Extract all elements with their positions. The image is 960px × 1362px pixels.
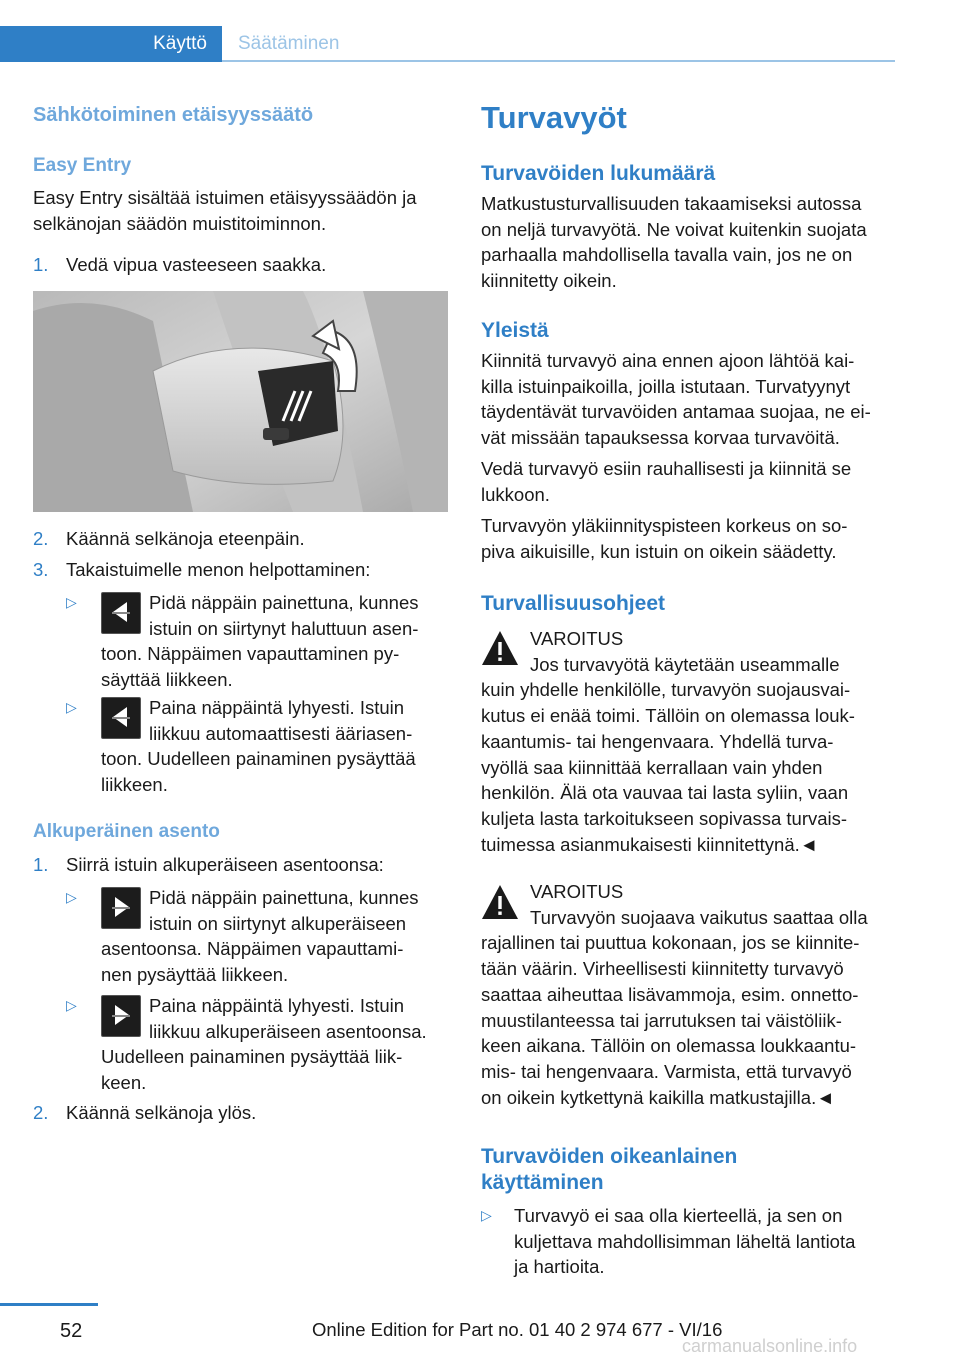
bullet-line: Turvavyö ei saa olla kierteellä, ja sen on (514, 1205, 843, 1226)
warning-2 (481, 879, 901, 1110)
bullet-line: Uudelleen painaminen pysäyttää liik- (101, 1046, 403, 1068)
text-line: keen aikana. Tällöin on olemassa loukkaantu- (481, 1035, 857, 1057)
step-text: Siirrä istuin alkuperäiseen asentoonsa: (66, 854, 384, 875)
section-title-etaisyyssaato: Sähkötoiminen etäisyyssäätö (33, 104, 314, 126)
header-divider (222, 60, 895, 62)
seat-lever-photo (33, 291, 448, 512)
bullet-line: keen. (101, 1072, 147, 1094)
bullet-line: toon. Uudelleen painaminen pysäyttää (101, 748, 416, 770)
seat-forward-button-icon (101, 887, 141, 929)
footer-divider (0, 1303, 98, 1306)
tab-saataminen-label: Säätäminen (238, 33, 340, 54)
paragraph-yleista-3 (481, 513, 901, 564)
text-line: rajallinen tai puuttua kokonaan, jos se kiinnite- (481, 932, 860, 954)
step-text: Vedä vipua vasteeseen saakka. (66, 254, 327, 275)
subsection-title-easy-entry: Easy Entry (33, 155, 132, 176)
bullet-usage (481, 1203, 901, 1283)
step-number: 1. (33, 854, 49, 875)
seat-forward-button-icon (101, 995, 141, 1037)
text-line: Turvavyön yläkiinnityspisteen korkeus on so- (481, 515, 848, 536)
text-line: kuin yhdelle henkilölle, turvavyön suojausvai- (481, 679, 851, 701)
section-title-oikeanlainen-kaytto (481, 1144, 737, 1195)
text-line: kaantumis- tai hengenvaara. Yhdellä turva- (481, 730, 834, 752)
step-number: 3. (33, 559, 49, 580)
step-number: 1. (33, 254, 49, 275)
step-2 (33, 526, 448, 552)
bullet-press-button-back (33, 695, 453, 805)
text-line: vät missään tapauksessa korvaa turvavöitä. (481, 427, 840, 449)
text-line: tuimessa asianmukaisesti kiinnitettynä.◄ (481, 833, 819, 855)
text-line: Matkustusturvallisuuden takaamiseksi autossa (481, 193, 862, 214)
page-title-turvavyot: Turvavyöt (481, 100, 627, 135)
bullet-line: istuin on siirtynyt alkuperäiseen (149, 912, 407, 934)
watermark-text: carmanualsonline.info (682, 1336, 858, 1356)
orig-step-2 (33, 1100, 448, 1126)
bullet-line: asentoonsa. Näppäimen vapauttami- (101, 938, 404, 960)
bullet-triangle-icon: ▷ (66, 699, 77, 715)
bullet-line: säyttää liikkeen. (101, 669, 233, 691)
warning-label: VAROITUS (530, 881, 624, 902)
text-line: tään väärin. Virheellisesti kiinnitetty turvavyö (481, 958, 844, 980)
text-line: Turvavyön suojaava vaikutus saattaa olla (530, 906, 868, 928)
text-line: piva aikuisille, kun istuin on oikein säädetty. (481, 540, 837, 562)
section-title-turvallisuusohjeet: Turvallisuusohjeet (481, 592, 665, 615)
step-text: Käännä selkänoja eteenpäin. (66, 528, 305, 549)
text-line: Vedä turvavyö esiin rauhallisesti ja kiinnitä se (481, 458, 852, 479)
bullet-line: ja hartioita. (514, 1256, 605, 1278)
text-line: kuljeta lasta tarkoitukseen sopivassa turvais- (481, 807, 848, 829)
paragraph-lukumaara (481, 191, 896, 294)
step-number: 2. (33, 528, 49, 549)
seat-lever-illustration (33, 291, 448, 512)
bullet-triangle-icon: ▷ (481, 1207, 492, 1223)
text-line: on neljä turvavyötä. Ne voivat kuitenkin suojata (481, 218, 867, 240)
bullet-line: Pidä näppäin painettuna, kunnes (149, 592, 419, 613)
step-text: Käännä selkänoja ylös. (66, 1102, 257, 1123)
bullet-triangle-icon: ▷ (66, 889, 77, 905)
seat-back-button-icon (101, 592, 141, 634)
text-line: saattaa aiheuttaa lisävammoja, esim. onnetto- (481, 983, 859, 1005)
bullet-line: liikkuu alkuperäiseen asentoonsa. (149, 1020, 427, 1042)
bullet-line: Paina näppäintä lyhyesti. Istuin (149, 995, 405, 1016)
step-number: 2. (33, 1102, 49, 1123)
title-line: käyttäminen (481, 1170, 604, 1194)
text-line: vyöllä saa kiinnittää kerrallaan vain yhden (481, 756, 823, 778)
bullet-line: istuin on siirtynyt haluttuun asen- (149, 617, 419, 639)
text-line: henkilön. Älä ota vauvaa tai lasta syliin, vaan (481, 782, 849, 804)
intro-line-1: Easy Entry sisältää istuimen etäisyyssäädön ja (33, 187, 417, 208)
edition-text: Online Edition for Part no. 01 40 2 974 677 - VI/16 (312, 1319, 723, 1340)
text-line: lukkoon. (481, 483, 550, 505)
title-line: Turvavöiden oikeanlainen (481, 1145, 738, 1168)
section-title-lukumaara: Turvavöiden lukumäärä (481, 162, 716, 185)
bullet-line: kuljettava mahdollisimman läheltä lantiota (514, 1230, 856, 1252)
bullet-press-button-forward (33, 993, 453, 1103)
warning-1 (481, 626, 901, 857)
bullet-hold-button-back (33, 590, 453, 700)
paragraph-yleista-1 (481, 348, 901, 451)
bullet-line: toon. Näppäimen vapauttaminen py- (101, 643, 400, 665)
seat-back-button-icon (101, 697, 141, 739)
orig-step-1 (33, 852, 448, 878)
tab-saataminen[interactable] (238, 26, 339, 62)
text-line: muustilanteessa tai jarrutuksen tai väistöliik- (481, 1009, 842, 1031)
bullet-line: liikkuu automaattisesti ääriasen- (149, 722, 413, 744)
paragraph-yleista-2 (481, 456, 901, 507)
step-text: Takaistuimelle menon helpottaminen: (66, 559, 371, 580)
step-1 (33, 252, 448, 278)
bullet-triangle-icon: ▷ (66, 997, 77, 1013)
page-number: 52 (60, 1320, 83, 1342)
bullet-line: Pidä näppäin painettuna, kunnes (149, 887, 419, 908)
bullet-line: liikkeen. (101, 774, 168, 796)
intro-line-2: selkänojan säädön muistitoiminnon. (33, 213, 327, 234)
subsection-title-alkuperainen-asento: Alkuperäinen asento (33, 821, 220, 842)
text-line: mis- tai hengenvaara. Varmista, että turvavyö (481, 1060, 852, 1082)
text-line: on oikein kytkettynä kaikilla matkustajilla.◄ (481, 1086, 835, 1108)
text-line: parhaalla mahdollisella tavalla vain, jos ne on (481, 244, 853, 266)
text-line: Jos turvavyötä käytetään useammalle (530, 653, 840, 675)
text-line: Kiinnitä turvavyö aina ennen ajoon lähtöä kai- (481, 350, 855, 371)
text-line: kiinnitetty oikein. (481, 270, 617, 292)
step-3 (33, 557, 448, 583)
tab-kaytto[interactable] (0, 26, 222, 62)
section-title-yleista: Yleistä (481, 319, 549, 342)
text-line: kutus ei enää toimi. Tällöin on olemassa louk- (481, 705, 855, 727)
text-line: killa istuinpaikoilla, joilla istutaan. Turvatyynyt (481, 375, 851, 397)
bullet-line: nen pysäyttää liikkeen. (101, 964, 289, 986)
bullet-line: Paina näppäintä lyhyesti. Istuin (149, 697, 405, 718)
warning-label: VAROITUS (530, 628, 624, 649)
text-line: täydentävät turvavöiden antamaa suojaa, ne ei- (481, 401, 871, 423)
bullet-hold-button-forward (33, 885, 453, 995)
bullet-triangle-icon: ▷ (66, 594, 77, 610)
tab-kaytto-label: Käyttö (153, 33, 207, 54)
